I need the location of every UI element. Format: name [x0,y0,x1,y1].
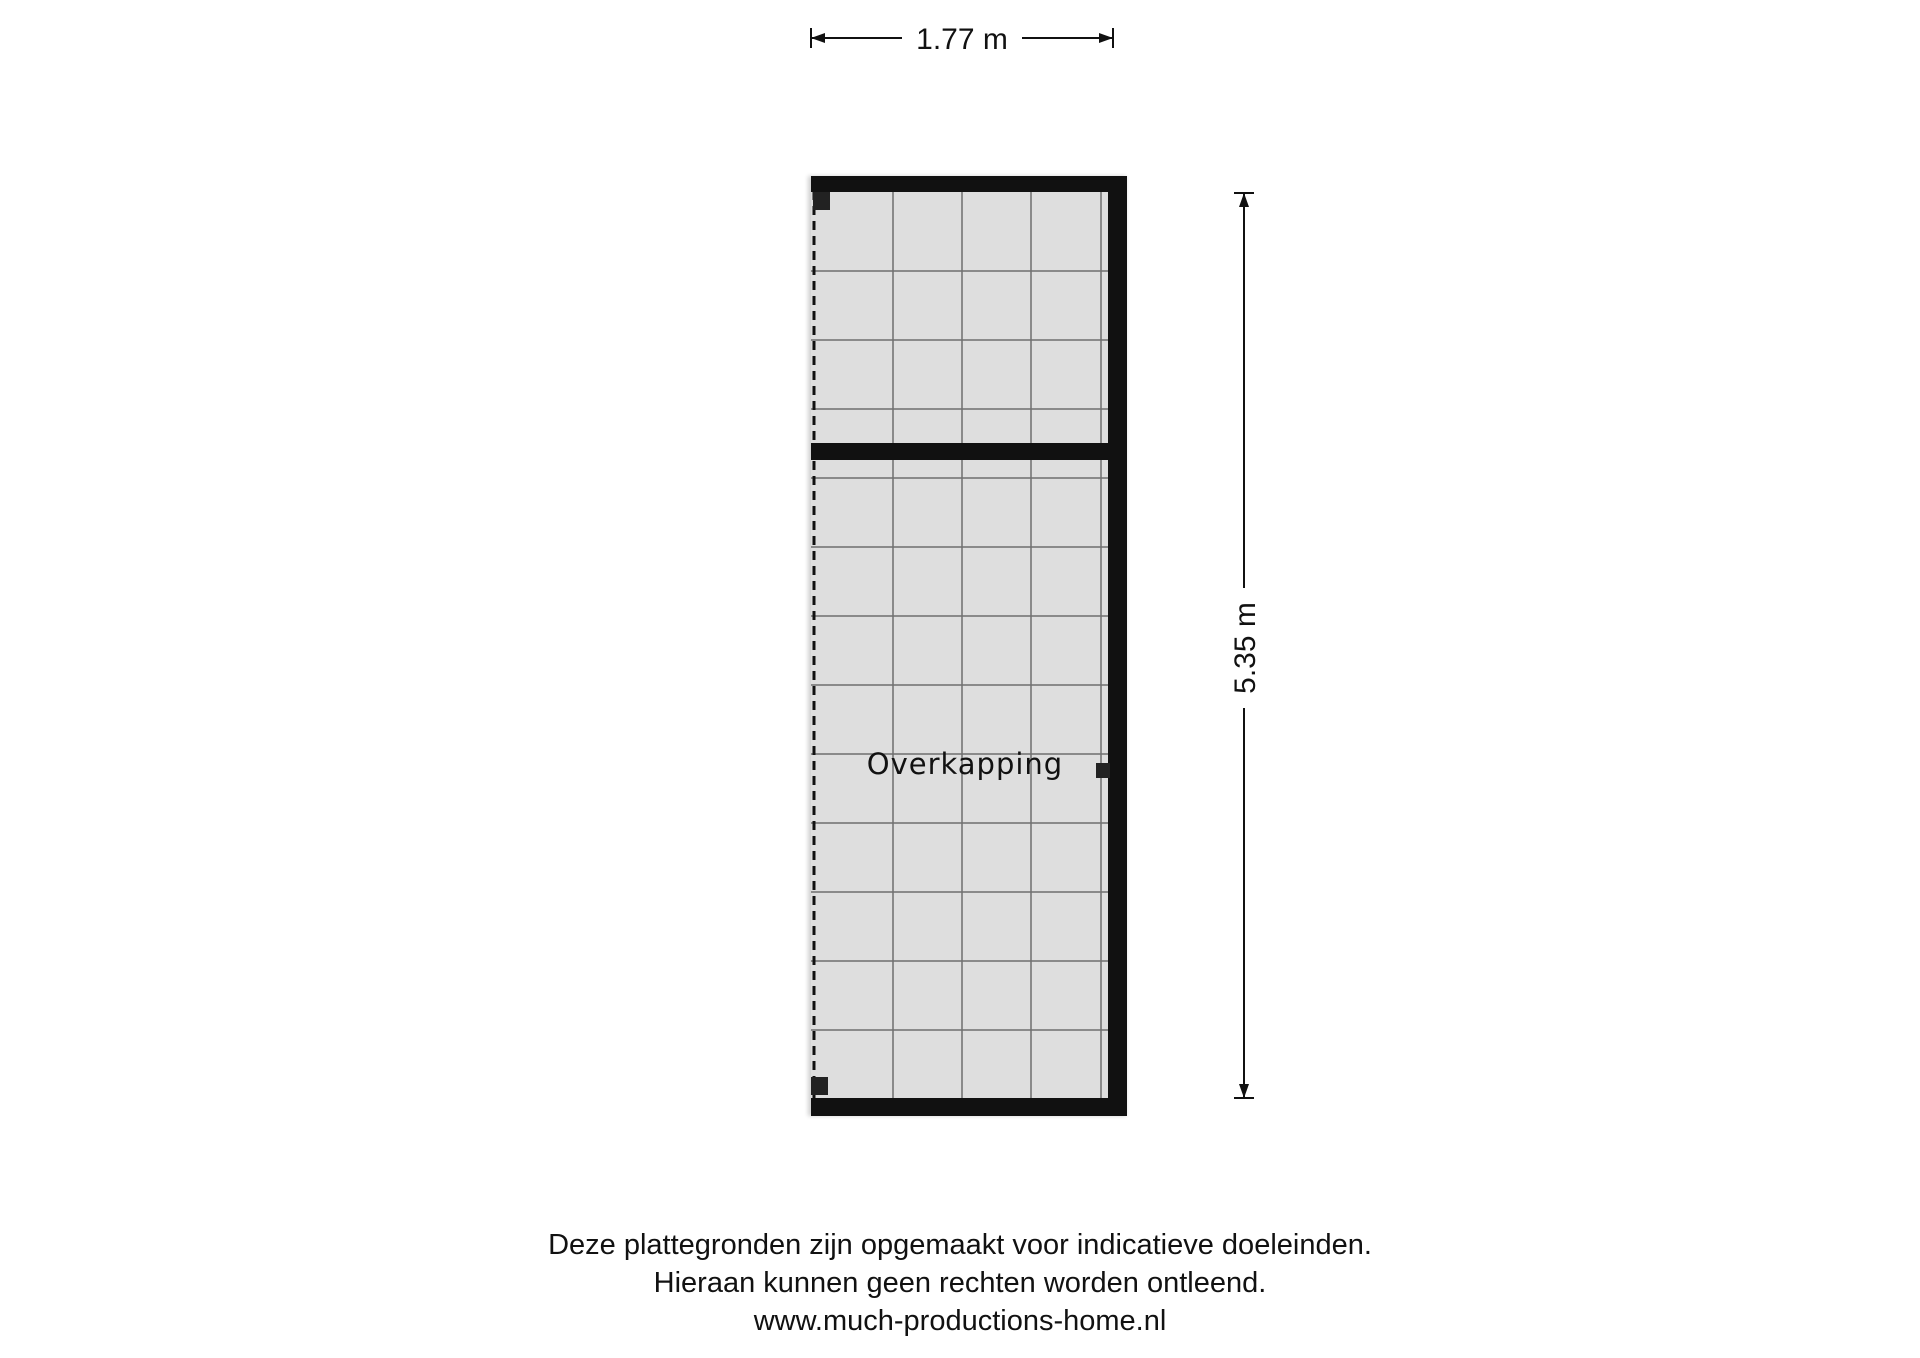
wall-right [1108,176,1127,1116]
width-dimension-label: 1.77 m [916,23,1008,56]
wall-top [811,176,1127,192]
room-structure [808,176,1127,1116]
disclaimer-footer [0,1226,1920,1340]
disclaimer-line-1: Deze plattegronden zijn opgemaakt voor indicatieve doeleinden. [548,1229,1372,1261]
height-dimension-label: 5.35 m [1229,602,1262,694]
floor-area [811,191,1108,1098]
post-right-middle [1096,763,1110,778]
post-top-left [813,192,830,210]
wall-bottom [811,1098,1127,1116]
width-dimension [811,23,1113,56]
disclaimer-line-2: Hieraan kunnen geen rechten worden ontleend. [653,1267,1267,1299]
room-label: Overkapping [866,747,1064,781]
height-dimension [1229,193,1262,1098]
post-bottom-left [811,1077,828,1095]
beam-middle [811,443,1111,460]
website-url: www.much-productions-home.nl [753,1305,1167,1337]
